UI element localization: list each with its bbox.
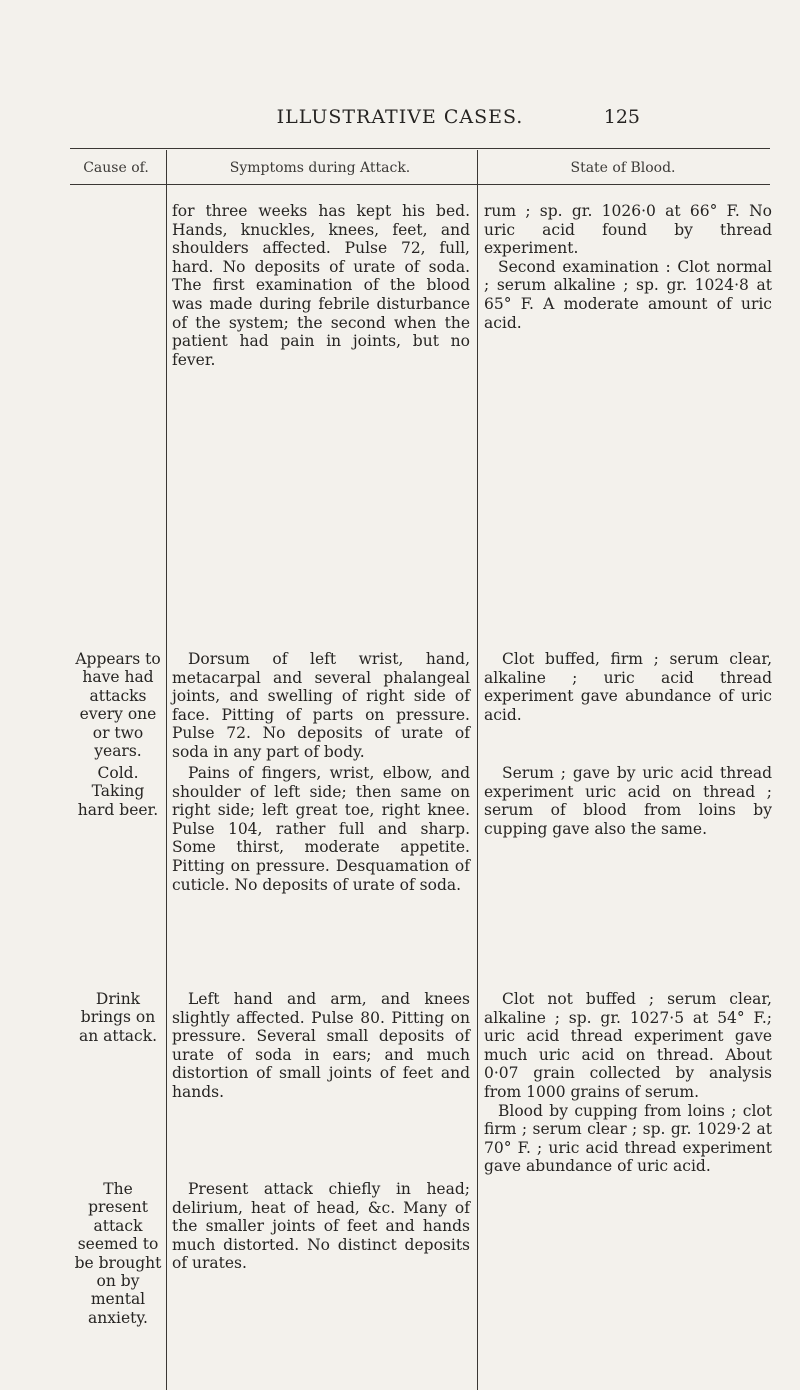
page-number: 125 <box>603 106 640 128</box>
continued-blood <box>484 202 772 332</box>
header-blood: State of Blood. <box>570 160 676 176</box>
header-symptoms: Symptoms during Attack. <box>229 160 411 176</box>
table-row-symptoms: Left hand and arm, and knees slightly affected. Pulse 80. Pitting on pressure. Several small deposits of urate of soda in ears; and much distortion of small joints of feet and hands. <box>172 990 470 1101</box>
column-divider-left <box>166 150 167 1390</box>
continued-blood-first: rum ; sp. gr. 1026·0 at 66° F. No uric acid found by thread experiment. <box>484 202 772 258</box>
table-row-cause: Appears to have had attacks every one or two years. <box>75 650 161 761</box>
table-row-cause: Cold. Taking hard beer. <box>77 764 159 819</box>
table-row-symptoms: Present attack chiefly in head; delirium, heat of head, &c. Many of the smaller joints of feet and hands much distorted. No distinct deposits of urates. <box>172 1180 470 1273</box>
table-row-symptoms: Dorsum of left wrist, hand, metacarpal and several phalangeal joints, and swelling of right side of face. Pitting of parts on pressure. Pulse 72. No deposits of urate of soda in any part of body. <box>172 650 470 761</box>
table-header-row <box>70 160 770 192</box>
column-divider-right <box>477 150 478 1390</box>
continued-symptoms: for three weeks has kept his bed. Hands, knuckles, knees, feet, and shoulders affected. Pulse 72, full, hard. No deposits of urate of soda. The first examination of the blood was made during febrile disturbance of the system; the second when the patient had pain in joints, but no fever. <box>172 202 470 369</box>
table-top-rule <box>70 148 770 149</box>
table-row-cause: Drink brings on an attack. <box>78 990 158 1045</box>
blood-entry-first: Clot not buffed ; serum clear, alkaline ; sp. gr. 1027·5 at 54° F.; uric acid thread experiment gave much uric acid on thread. About 0·07 grain collected by analysis from 1000 grains of serum. <box>484 990 772 1101</box>
header-cause: Cause of. <box>83 160 149 176</box>
table-row-cause: The present attack seemed to be brought on by mental anxiety. <box>74 1180 162 1327</box>
running-title: ILLUSTRATIVE CASES. <box>276 106 524 128</box>
table-row-symptoms: Pains of fingers, wrist, elbow, and shoulder of left side; then same on right side; left great toe, right knee. Pulse 104, rather full and sharp. Some thirst, moderate appetite. Pitting on pressure. Desquamation of cuticle. No deposits of urate of soda. <box>172 764 470 894</box>
blood-entry-second: Blood by cupping from loins ; clot firm ; serum clear ; sp. gr. 1029·2 at 70° F. ; uric acid thread experiment gave abundance of uric acid. <box>484 1101 772 1176</box>
running-head <box>0 106 800 136</box>
continued-blood-second: Second examination : Clot normal ; serum alkaline ; sp. gr. 1024·8 at 65° F. A moderate amount of uric acid. <box>484 257 772 332</box>
table-row-blood: Clot buffed, firm ; serum clear, alkaline ; uric acid thread experiment gave abundance of uric acid. <box>484 650 772 724</box>
table-row-blood: Serum ; gave by uric acid thread experiment uric acid on thread ; serum of blood from loins by cupping gave also the same. <box>484 764 772 838</box>
table-header-rule <box>70 184 770 185</box>
table-row-blood <box>484 990 772 1176</box>
